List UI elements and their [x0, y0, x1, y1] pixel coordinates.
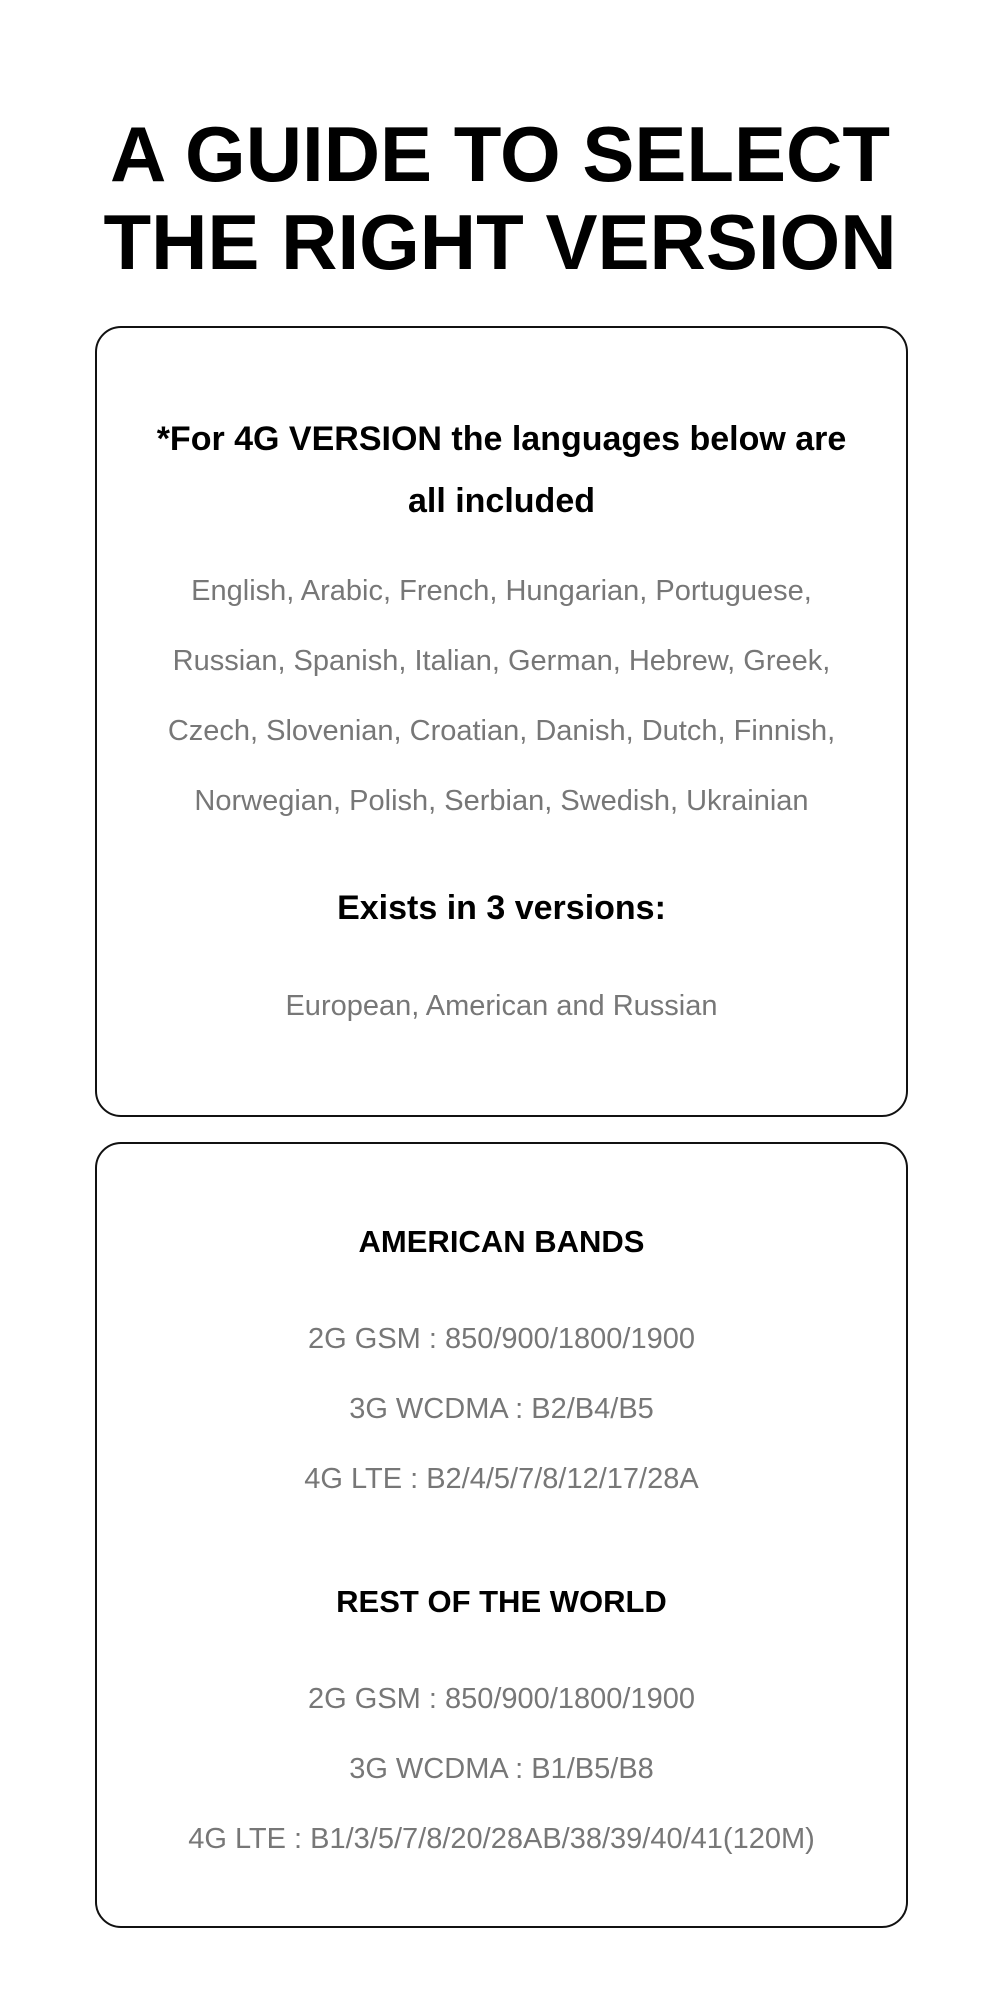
rest-of-world-heading: REST OF THE WORLD	[336, 1584, 667, 1619]
page-title-line-2: THE RIGHT VERSION	[103, 198, 897, 286]
languages-card	[95, 326, 908, 1117]
versions-heading: Exists in 3 versions:	[337, 889, 666, 927]
american-gsm-band: 2G GSM : 850/900/1800/1900	[308, 1323, 695, 1355]
languages-line: Norwegian, Polish, Serbian, Swedish, Ukrainian	[194, 785, 809, 817]
american-bands-heading: AMERICAN BANDS	[358, 1224, 645, 1259]
american-lte-band: 4G LTE : B2/4/5/7/8/12/17/28A	[304, 1463, 699, 1495]
4g-languages-heading-line-2: all included	[407, 482, 596, 520]
4g-languages-heading-line-1: *For 4G VERSION the languages below are	[156, 420, 847, 458]
american-wcdma-band: 3G WCDMA : B2/B4/B5	[349, 1393, 654, 1425]
bands-card	[95, 1142, 908, 1928]
languages-list	[97, 556, 906, 836]
languages-line: Czech, Slovenian, Croatian, Danish, Dutch, Finnish,	[167, 715, 836, 747]
rest-gsm-band: 2G GSM : 850/900/1800/1900	[308, 1683, 695, 1715]
languages-line: Russian, Spanish, Italian, German, Hebrew, Greek,	[172, 645, 831, 677]
versions-text: European, American and Russian	[285, 990, 718, 1022]
languages-line: English, Arabic, French, Hungarian, Portuguese,	[191, 575, 812, 607]
rest-wcdma-band: 3G WCDMA : B1/B5/B8	[349, 1753, 654, 1785]
rest-lte-band: 4G LTE : B1/3/5/7/8/20/28AB/38/39/40/41(120M)	[188, 1823, 815, 1855]
page-title-line-1: A GUIDE TO SELECT	[109, 110, 891, 198]
4g-languages-heading	[97, 408, 906, 532]
page-title	[0, 110, 1000, 286]
